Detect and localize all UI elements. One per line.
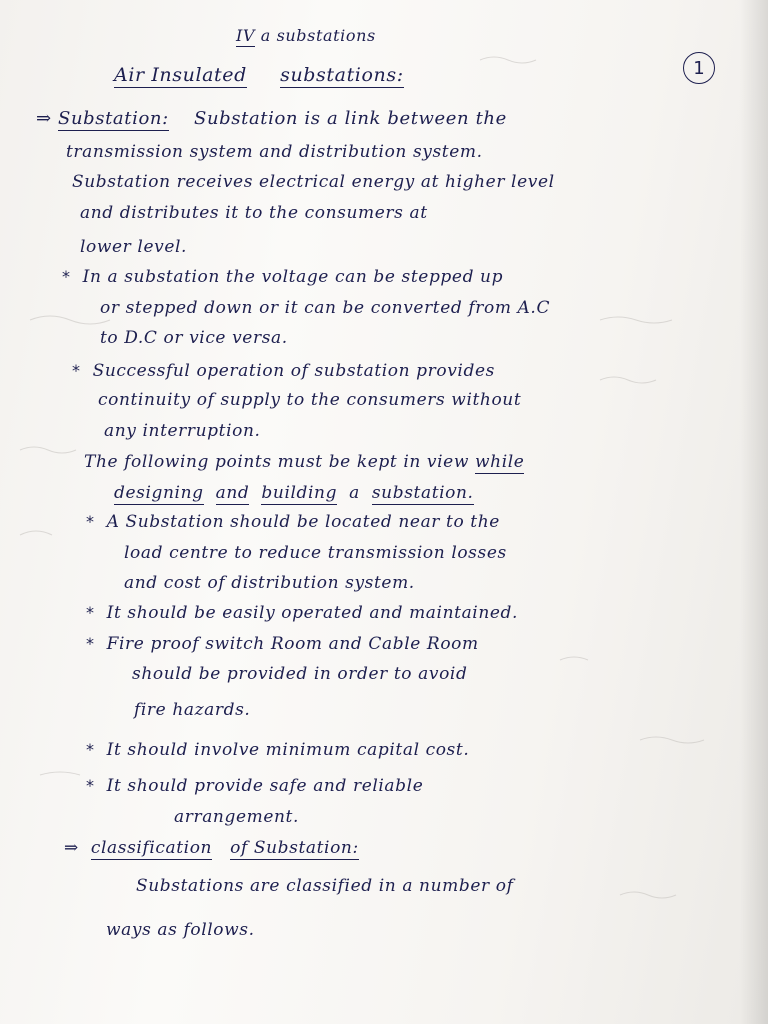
bullet-line: should be provided in order to avoid bbox=[132, 664, 468, 684]
bullet-line: A Substation should be located near to the bbox=[106, 512, 500, 532]
arrow-icon: ⇒ bbox=[64, 838, 79, 858]
following-designing: designing bbox=[114, 483, 204, 503]
definition-line: transmission system and distribution system. bbox=[66, 142, 483, 162]
page-number-circle: 1 bbox=[683, 52, 715, 84]
title-right: substations: bbox=[280, 64, 404, 86]
following-points-line bbox=[84, 452, 524, 472]
bullet-line: fire hazards. bbox=[134, 700, 251, 720]
classification-label: classification bbox=[90, 838, 213, 858]
bullet-line: any interruption. bbox=[104, 421, 261, 441]
page-title bbox=[114, 64, 404, 86]
bullet-line: Successful operation of substation provides bbox=[92, 361, 495, 381]
definition-line: Substation is a link between the bbox=[194, 108, 507, 129]
following-building: building bbox=[261, 483, 338, 503]
definition-line: lower level. bbox=[80, 237, 188, 257]
following-substation: substation. bbox=[371, 483, 474, 503]
following-points-line bbox=[114, 483, 474, 503]
bullet-item bbox=[86, 512, 500, 532]
unit-number: IV bbox=[236, 26, 256, 45]
asterisk-icon: * bbox=[86, 740, 95, 759]
bullet-item bbox=[86, 603, 518, 623]
asterisk-icon: * bbox=[62, 267, 71, 286]
bullet-line: It should provide safe and reliable bbox=[106, 776, 424, 796]
substation-definition-heading bbox=[36, 108, 507, 129]
bullet-line: Fire proof switch Room and Cable Room bbox=[106, 634, 479, 654]
bullet-line: continuity of supply to the consumers without bbox=[98, 390, 522, 410]
asterisk-icon: * bbox=[86, 776, 95, 795]
bullet-item bbox=[86, 776, 423, 796]
bullet-line: It should involve minimum capital cost. bbox=[106, 740, 470, 760]
classification-heading bbox=[64, 838, 359, 858]
following-text: The following points must be kept in view bbox=[84, 452, 469, 472]
bullet-line: load centre to reduce transmission losses bbox=[124, 543, 507, 563]
definition-line: Substation receives electrical energy at higher level bbox=[72, 172, 555, 192]
bullet-item bbox=[62, 267, 503, 287]
asterisk-icon: * bbox=[86, 603, 95, 622]
unit-title: a substations bbox=[260, 26, 376, 45]
classification-of-substation: of Substation: bbox=[230, 838, 359, 858]
classification-line: ways as follows. bbox=[106, 920, 255, 940]
classification-line: Substations are classified in a number of bbox=[136, 876, 514, 896]
title-left: Air Insulated bbox=[114, 64, 247, 86]
asterisk-icon: * bbox=[72, 361, 81, 380]
substation-label: Substation: bbox=[58, 108, 169, 129]
asterisk-icon: * bbox=[86, 634, 95, 653]
unit-heading bbox=[236, 26, 376, 45]
arrow-icon: ⇒ bbox=[36, 108, 52, 129]
bullet-line: It should be easily operated and maintained. bbox=[106, 603, 519, 623]
bullet-line: or stepped down or it can be converted from A.C bbox=[100, 298, 551, 318]
definition-line: and distributes it to the consumers at bbox=[80, 203, 428, 223]
bullet-item bbox=[86, 634, 479, 654]
bullet-item bbox=[86, 740, 469, 760]
following-and: and bbox=[215, 483, 250, 503]
asterisk-icon: * bbox=[86, 512, 95, 531]
bullet-line: to D.C or vice versa. bbox=[100, 328, 288, 348]
bullet-item bbox=[72, 361, 495, 381]
bullet-line: arrangement. bbox=[174, 807, 299, 827]
following-while: while bbox=[475, 452, 525, 472]
following-a: a bbox=[349, 483, 360, 503]
bullet-line: In a substation the voltage can be stepped up bbox=[82, 267, 504, 287]
bullet-line: and cost of distribution system. bbox=[124, 573, 415, 593]
